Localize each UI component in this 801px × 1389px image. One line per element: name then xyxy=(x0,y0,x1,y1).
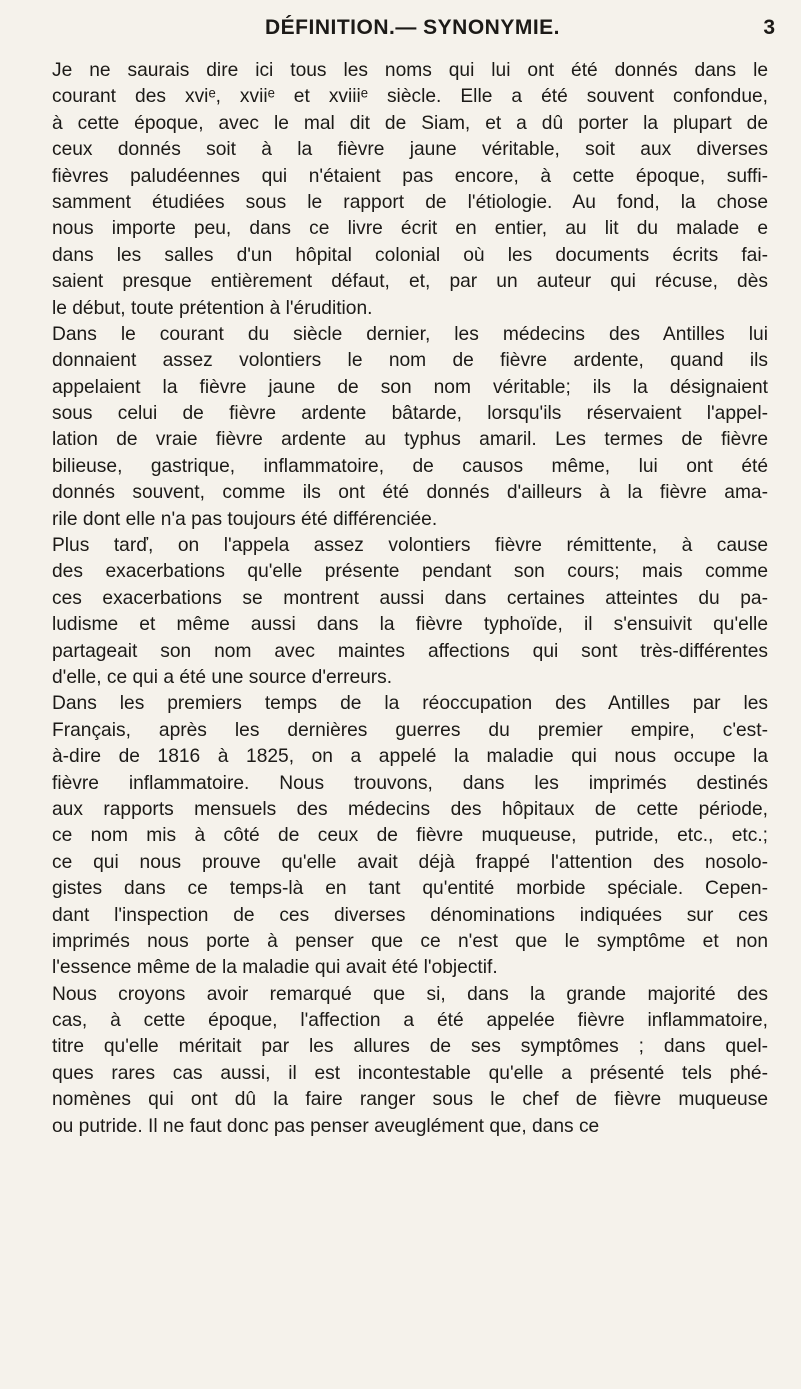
text-line: à cette époque, avec le mal dit de Siam, et a dû porter la plupart de xyxy=(52,112,768,134)
text-line: ce nom mis à côté de ceux de fièvre muqueuse, putride, etc., etc.; xyxy=(52,825,768,847)
text-line: lation de vraie fièvre ardente au typhus amaril. Les termes de fièvre xyxy=(52,429,768,451)
text-line: donnaient assez volontiers le nom de fièvre ardente, quand ils xyxy=(52,350,768,372)
paragraph xyxy=(52,691,768,981)
text-line: dans les salles d'un hôpital colonial où les documents écrits fai- xyxy=(52,244,768,266)
text-line: ques rares cas aussi, il est incontestable qu'elle a présenté tels phé- xyxy=(52,1062,768,1084)
text-line: le début, toute prétention à l'érudition. xyxy=(52,297,373,319)
text-line: titre qu'elle méritait par les allures de ses symptômes ; dans quel- xyxy=(52,1036,768,1058)
text-line: l'essence même de la maladie qui avait été l'objectif. xyxy=(52,957,498,979)
text-line: Je ne saurais dire ici tous les noms qui lui ont été donnés dans le xyxy=(52,60,768,81)
text-line: samment étudiées sous le rapport de l'étiologie. Au fond, la chose xyxy=(52,191,768,213)
text-line: aux rapports mensuels des médecins des hôpitaux de cette période, xyxy=(52,798,768,820)
text-line: Dans les premiers temps de la réoccupation des Antilles par les xyxy=(52,693,768,715)
paragraph xyxy=(52,322,768,533)
text-line: saient presque entièrement défaut, et, par un auteur qui récuse, dès xyxy=(52,271,768,293)
text-line: ces exacerbations se montrent aussi dans certaines atteintes du pa- xyxy=(52,587,768,609)
text-line: nomènes qui ont dû la faire ranger sous le chef de fièvre muqueuse xyxy=(52,1089,768,1111)
text-line: imprimés nous porte à penser que ce n'est que le symptôme et non xyxy=(52,930,768,952)
text-line: fièvres paludéennes qui n'étaient pas encore, à cette époque, suffi- xyxy=(52,165,768,187)
text-line: dant l'inspection de ces diverses dénominations indiquées sur ces xyxy=(52,904,768,926)
text-line: Nous croyons avoir remarqué que si, dans la grande majorité des xyxy=(52,983,768,1005)
paragraph xyxy=(52,533,768,691)
text-line: partageait son nom avec maintes affections qui sont très-différentes xyxy=(52,640,768,662)
text-line: des exacerbations qu'elle présente pendant son cours; mais comme xyxy=(52,561,768,583)
text-line: ceux donnés soit à la fièvre jaune véritable, soit aux diverses xyxy=(52,139,768,161)
text-line: d'elle, ce qui a été une source d'erreurs. xyxy=(52,666,393,688)
text-line: appelaient la fièvre jaune de son nom véritable; ils la désignaient xyxy=(52,376,768,398)
body-text xyxy=(52,58,768,1140)
text-line: bilieuse, gastrique, inflammatoire, de causos même, lui ont été xyxy=(52,455,768,477)
text-line: Dans le courant du siècle dernier, les médecins des Antilles lui xyxy=(52,323,768,345)
text-line: ce qui nous prouve qu'elle avait déjà frappé l'attention des nosolo- xyxy=(52,851,768,873)
text-line: à-dire de 1816 à 1825, on a appelé la maladie qui nous occupe la xyxy=(52,746,768,768)
text-line: ludisme et même aussi dans la fièvre typhoïde, il s'ensuivit qu'elle xyxy=(52,614,768,636)
text-line: Plus tarď, on l'appela assez volontiers fièvre rémittente, à cause xyxy=(52,535,768,557)
paragraph xyxy=(52,58,768,322)
text-line: rile dont elle n'a pas toujours été différenciée. xyxy=(52,508,438,530)
running-head xyxy=(50,12,775,52)
text-line: cas, à cette époque, l'affection a été appelée fièvre inflammatoire, xyxy=(52,1010,768,1032)
chapter-title: DÉFINITION.— SYNONYMIE. xyxy=(264,16,561,39)
text-line: fièvre inflammatoire. Nous trouvons, dans les imprimés destinés xyxy=(52,772,768,794)
paragraph xyxy=(52,982,768,1140)
text-line: ou putride. Il ne faut donc pas penser aveuglément que, dans ce xyxy=(52,1115,600,1137)
text-line: courant des xviᵉ, xviiᵉ et xviiiᵉ siècle. Elle a été souvent confondue, xyxy=(52,86,768,108)
page-number: 3 xyxy=(763,16,775,39)
text-line: nous importe peu, dans ce livre écrit en entier, au lit du malade e xyxy=(52,218,768,240)
text-line: Français, après les dernières guerres du premier empire, c'est- xyxy=(52,719,768,741)
text-line: donnés souvent, comme ils ont été donnés d'ailleurs à la fièvre ama- xyxy=(52,482,768,504)
text-line: gistes dans ce temps-là en tant qu'entité morbide spéciale. Cepen- xyxy=(52,878,768,900)
text-line: sous celui de fièvre ardente bâtarde, lorsqu'ils réservaient l'appel- xyxy=(52,403,768,425)
